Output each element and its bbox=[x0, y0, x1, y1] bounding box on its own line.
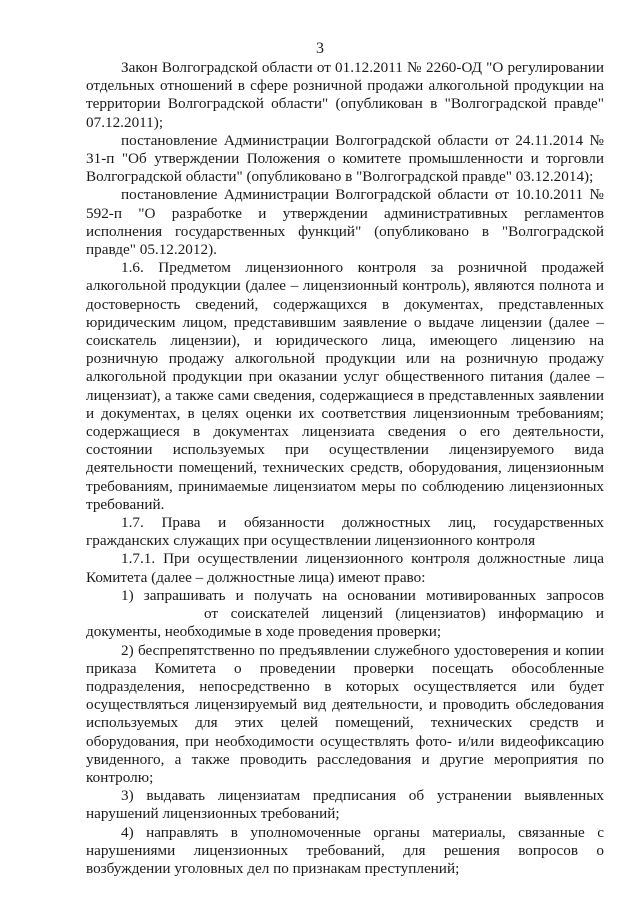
list-item-1-start: 1) запрашивать и получать на основании мотивированных запросов bbox=[121, 586, 604, 604]
section-1-7-heading: 1.7. Права и обязанности должностных лиц, государственных гражданских служащих при осуществлении лицензионного контроля bbox=[86, 514, 604, 550]
document-body bbox=[86, 59, 604, 878]
list-item-3: 3) выдавать лицензиатам предписания об устранении выявленных нарушений лицензионных требований; bbox=[86, 787, 604, 823]
paragraph-law: Закон Волгоградской области от 01.12.2011 № 2260-ОД "О регулировании отдельных отношений в сфере розничной продажи алкогольной продукции на территории Волгоградской области" (опубликован в "Волгоградской правде" 07.12.2011); bbox=[86, 59, 604, 131]
section-1-6: 1.6. Предметом лицензионного контроля за розничной продажей алкогольной продукции (далее – лицензионный контроль), являются полнота и достоверность сведений, содержащихся в документах, представленных юридическим лицом, представившим заявление о выдаче лицензии (далее – соискатель лицензии), и юридического лица, имеющего лицензию на розничную продажу алкогольной продукции или на розничную продажу алкогольной продукции при оказании услуг общественного питания (далее – лицензиат), а также сами сведения, содержащиеся в представленных заявлении и документах, в целях оценки их соответствия лицензионным требованиям; содержащиеся в документах лицензиата сведения о его деятельности, состоянии используемых при осуществлении лицензируемого вида деятельности помещений, технических средств, оборудования, лицензионным требованиям, принимаемые лицензиатом меры по соблюдению лицензионных требований. bbox=[86, 259, 604, 513]
section-1-7-1: 1.7.1. При осуществлении лицензионного контроля должностные лица Комитета (далее – должностные лица) имеют право: bbox=[86, 550, 604, 586]
page-number: 3 bbox=[316, 40, 324, 57]
paragraph-resolution-592p: постановление Администрации Волгоградской области от 10.10.2011 № 592-п "О разработке и утверждении административных регламентов исполнения государственных функций" (опубликовано в "Волгоградской правде" 05.12.2012). bbox=[86, 186, 604, 259]
paragraph-resolution-31p: постановление Администрации Волгоградской области от 24.11.2014 № 31-п "Об утверждении Положения о комитете промышленности и торговли Волгоградской области" (опубликовано в "Волгоградской правде" 03.12.2014); bbox=[86, 131, 604, 186]
list-item-2: 2) беспрепятственно по предъявлении служебного удостоверения и копии приказа Комитета о проведении проверки посещать обособленные подразделения, непосредственно в которых осуществляется или будет осуществляться лицензируемый вид деятельности, и проводить обследования используемых для этих целей помещений, технических средств и оборудования, при необходимости осуществлять фото- и/или видеофиксацию увиденного, а также проводить расследования и другие мероприятия по контролю; bbox=[86, 641, 604, 786]
list-item-1 bbox=[86, 587, 604, 642]
list-item-1-end: от соискателей лицензий (лицензиатов) информацию и документы, необходимые в ходе проведения проверки; bbox=[86, 605, 604, 641]
list-item-4: 4) направлять в уполномоченные органы материалы, связанные с нарушениями лицензионных требований, для решения вопросов о возбуждении уголовных дел по признакам преступлений; bbox=[86, 823, 604, 877]
